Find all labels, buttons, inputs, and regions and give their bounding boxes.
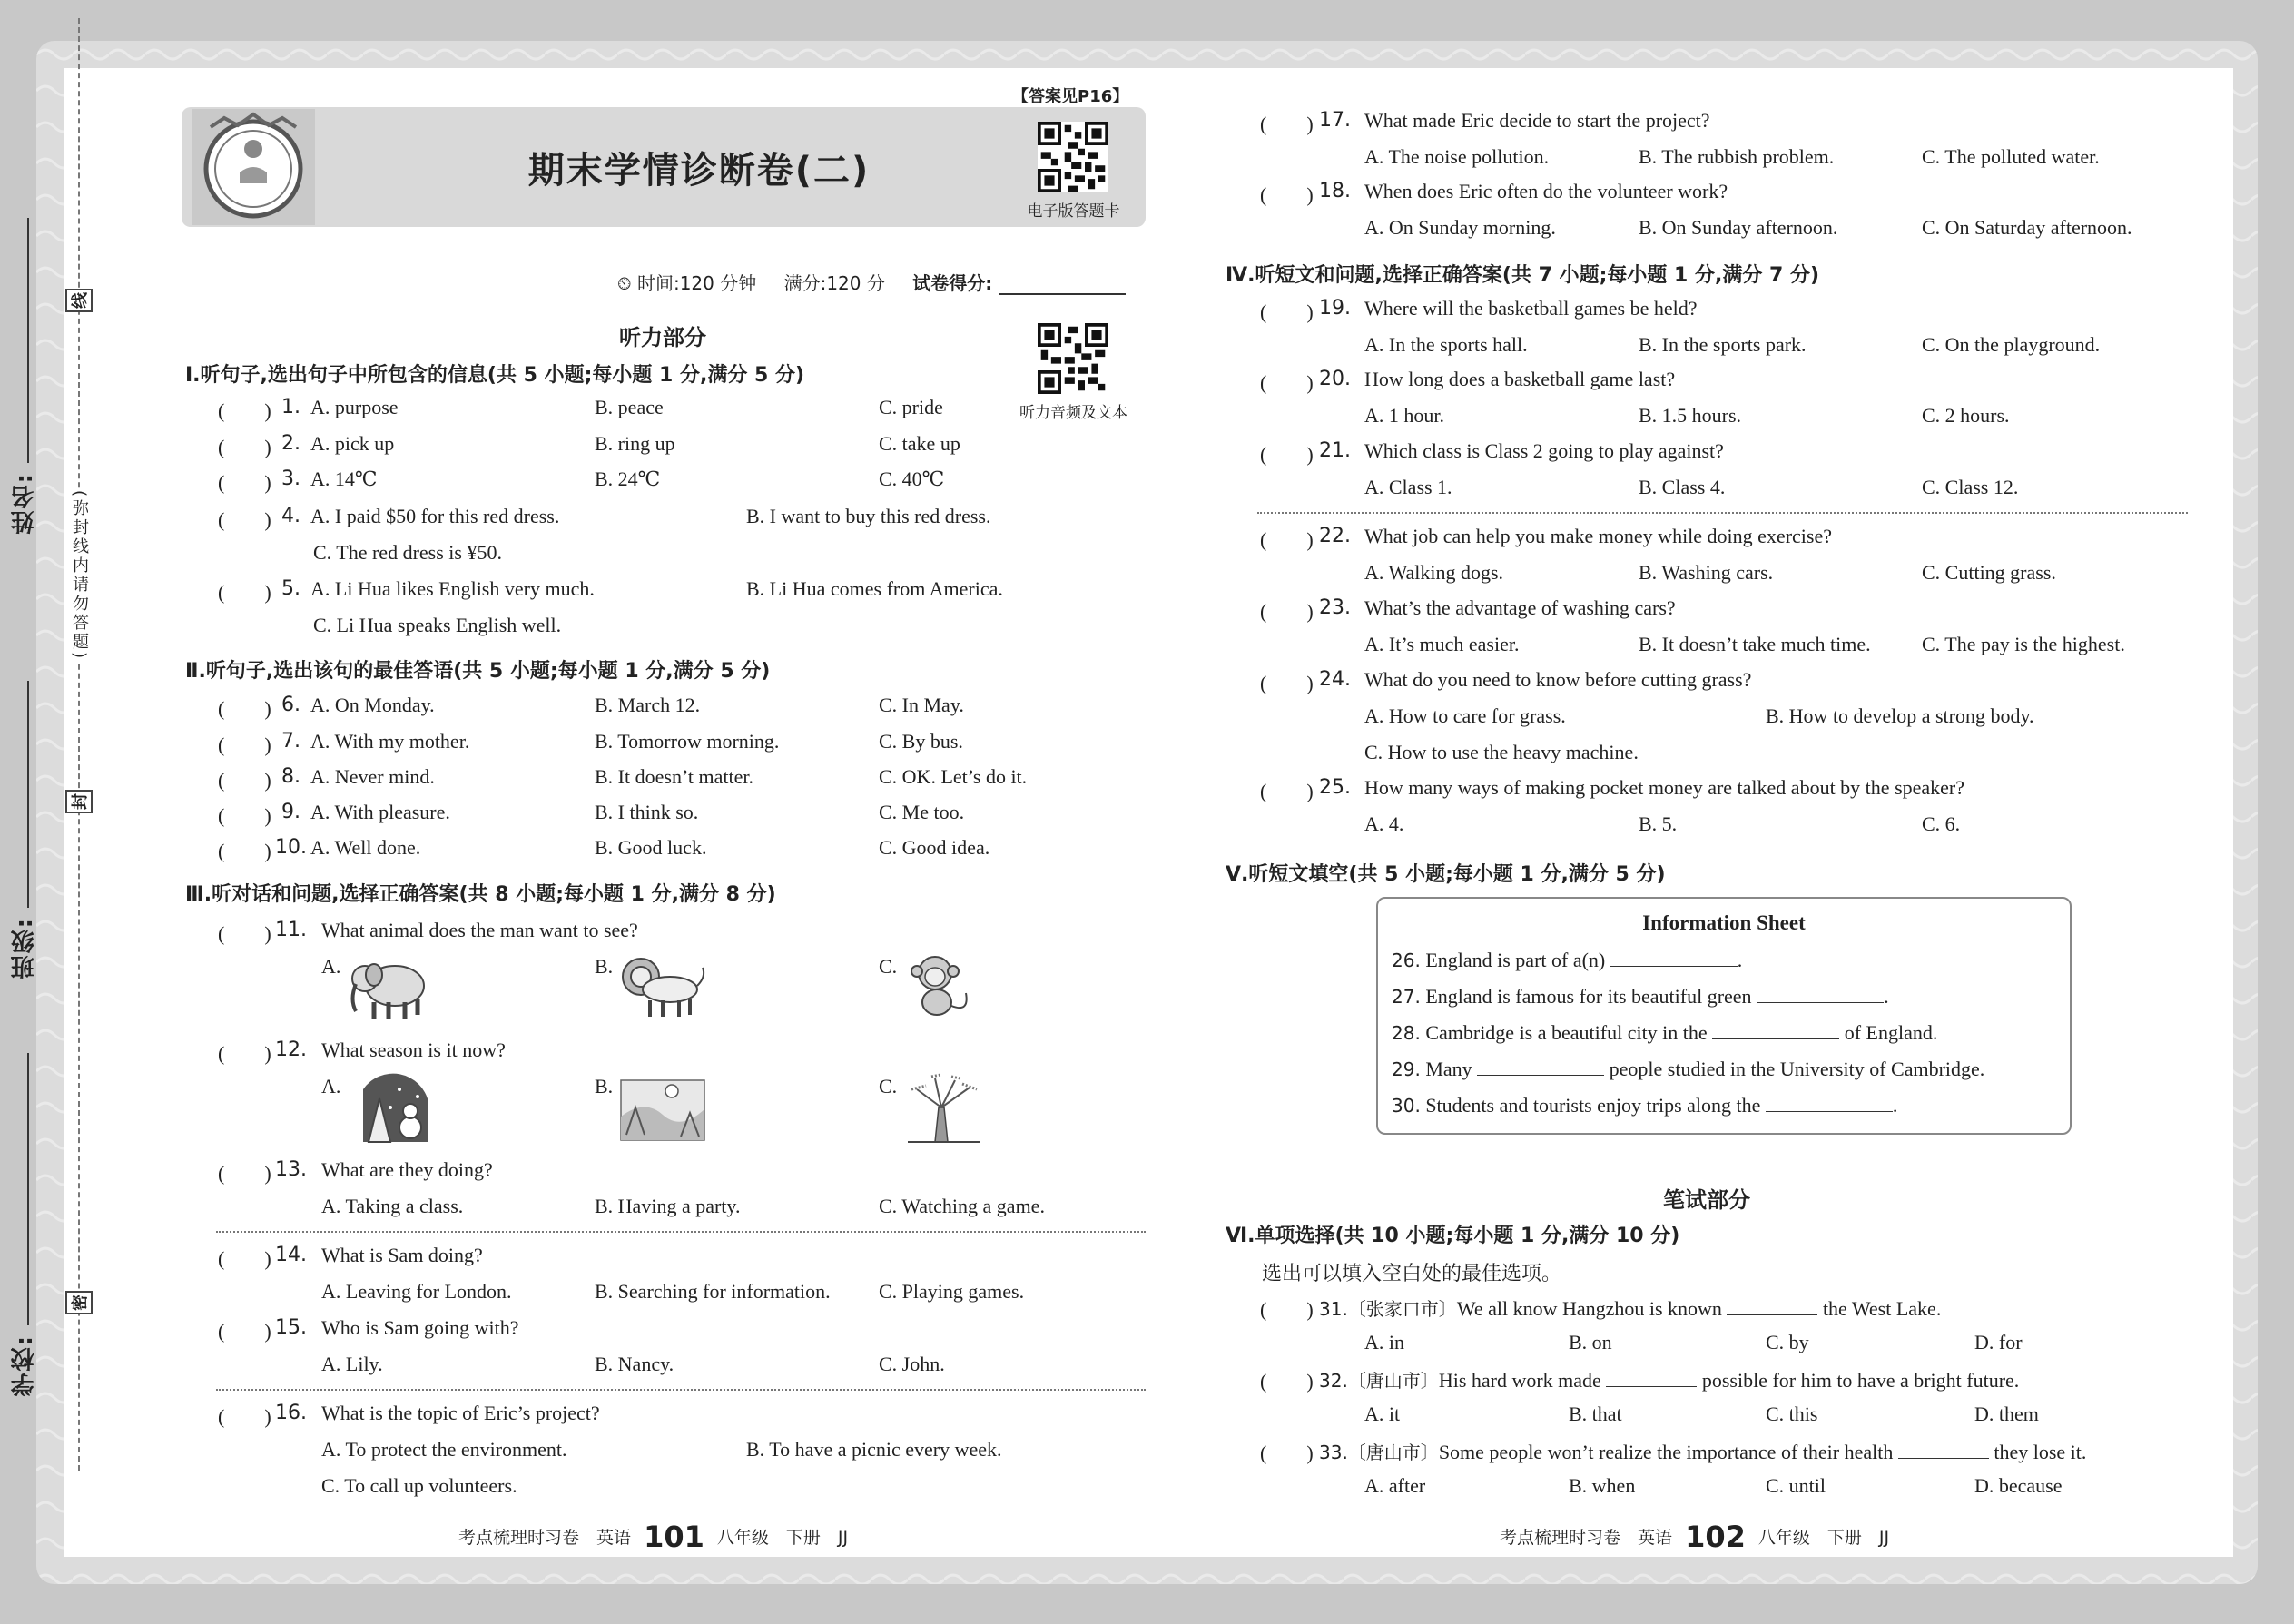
q4-option-c: C. The red dress is ¥50.	[313, 541, 502, 564]
q14-option-a: A. Leaving for London.	[321, 1280, 512, 1303]
footer-left-grade: 八年级 下册 JJ	[716, 1528, 849, 1548]
q15-option-a: A. Lily.	[321, 1353, 383, 1375]
footer-left-text: 考点梳理时习卷 英语	[458, 1528, 632, 1548]
answer-blank-22[interactable]: ( )	[1260, 528, 1314, 551]
q8-option-c: C. OK. Let’s do it.	[879, 765, 1028, 788]
q22-option-b: B. Washing cars.	[1639, 561, 1774, 584]
q23-option-a: A. It’s much easier.	[1364, 633, 1520, 655]
answer-blank-8[interactable]: ( )	[218, 769, 271, 792]
q13-option-a: A. Taking a class.	[321, 1195, 464, 1217]
q12-option-c: C.	[879, 1075, 898, 1097]
q31-option-a: A. in	[1364, 1331, 1404, 1353]
footer-right	[1500, 1520, 1889, 1554]
q8-number: 8.	[281, 765, 300, 788]
q22-number: 22.	[1319, 525, 1351, 547]
exam-meta	[617, 269, 1126, 295]
q16-option-b: B. To have a picnic every week.	[746, 1438, 1002, 1461]
q12-option-a: A.	[321, 1075, 341, 1097]
q4-number: 4.	[281, 505, 300, 527]
q24-number: 24.	[1319, 668, 1351, 691]
q15-option-c: C. John.	[879, 1353, 945, 1375]
q11-option-b: B.	[595, 955, 614, 978]
q2-option-a: A. pick up	[310, 432, 395, 455]
page-number-right: 102	[1685, 1520, 1746, 1554]
info-item-28	[1392, 1021, 1937, 1045]
class-field[interactable]	[27, 681, 29, 908]
qr-audio-icon[interactable]	[1038, 323, 1108, 394]
q31-option-d: D. for	[1974, 1331, 2023, 1353]
school-field[interactable]	[27, 1053, 29, 1325]
q14-text: What is Sam doing?	[321, 1244, 483, 1266]
q3-option-b: B. 24℃	[595, 468, 661, 490]
q32-stem: His hard work made	[1438, 1369, 1601, 1392]
q21-option-b: B. Class 4.	[1639, 476, 1726, 498]
q24-option-a: A. How to care for grass.	[1364, 704, 1566, 727]
q17-option-c: C. The polluted water.	[1922, 145, 2100, 168]
answer-blank-6[interactable]: ( )	[218, 697, 271, 720]
q17-number: 17.	[1319, 109, 1351, 132]
section-4-heading: Ⅳ.听短文和问题,选择正确答案(共 7 小题;每小题 1 分,满分 7 分)	[1226, 264, 1820, 287]
q3-number: 3.	[281, 468, 300, 490]
q13-option-c: C. Watching a game.	[879, 1195, 1045, 1217]
footer-right-grade: 八年级 下册 JJ	[1757, 1528, 1890, 1548]
q21-option-c: C. Class 12.	[1922, 476, 2019, 498]
q2-option-b: B. ring up	[595, 432, 675, 455]
divider-dotted	[216, 1231, 1146, 1233]
class-label: 班级:	[11, 917, 38, 979]
info-item-28-text: Cambridge is a beautiful city in the	[1425, 1021, 1708, 1044]
listening-heading: 听力部分	[619, 325, 706, 350]
q17-option-b: B. The rubbish problem.	[1639, 145, 1835, 168]
elephant-icon[interactable]	[345, 950, 436, 1022]
info-item-30-text: Students and tourists enjoy trips along the	[1425, 1094, 1761, 1117]
answer-blank-25[interactable]: ( )	[1260, 780, 1314, 802]
q18-number: 18.	[1319, 180, 1351, 202]
q25-text: How many ways of making pocket money are talked about by the speaker?	[1364, 776, 1965, 799]
q19-text: Where will the basketball games be held?	[1364, 297, 1698, 320]
answer-blank-21[interactable]: ( )	[1260, 443, 1314, 466]
q5-option-a: A. Li Hua likes English very much.	[310, 577, 595, 600]
info-item-27	[1392, 985, 1889, 1009]
seal-line-mark: 线	[65, 289, 93, 312]
q20-option-c: C. 2 hours.	[1922, 404, 2010, 427]
info-item-28-end: of England.	[1844, 1021, 1938, 1044]
q32-option-a: A. it	[1364, 1403, 1401, 1425]
monkey-icon[interactable]	[899, 950, 989, 1022]
q22-option-a: A. Walking dogs.	[1364, 561, 1504, 584]
section-3-heading: Ⅲ.听对话和问题,选择正确答案(共 8 小题;每小题 1 分,满分 8 分)	[185, 883, 776, 906]
q3-option-c: C. 40℃	[879, 468, 945, 490]
lion-icon[interactable]	[617, 950, 708, 1022]
q6-number: 6.	[281, 694, 300, 716]
answer-reference: 【答案见P16】	[1012, 87, 1129, 106]
q19-option-b: B. In the sports park.	[1639, 333, 1807, 356]
q16-text: What is the topic of Eric’s project?	[321, 1402, 600, 1424]
blank-29-field[interactable]	[1477, 1058, 1604, 1076]
qr-audio-label: 听力音频及文本	[1019, 404, 1127, 422]
q1-option-a: A. purpose	[310, 396, 399, 418]
binding-dashed-line	[78, 18, 80, 1471]
q33-text	[1319, 1438, 2086, 1464]
time-info: ⏲ 时间:120 分钟	[617, 272, 757, 294]
blank-26-field[interactable]	[1610, 949, 1738, 967]
divider-dotted	[1257, 512, 2188, 514]
q33-stem: Some people won’t realize the importance of their health	[1438, 1441, 1894, 1463]
answer-blank-2[interactable]: ( )	[218, 436, 271, 458]
q20-text: How long does a basketball game last?	[1364, 368, 1676, 390]
info-item-27-text: England is famous for its beautiful green	[1425, 985, 1752, 1008]
answer-blank-24[interactable]: ( )	[1260, 672, 1314, 694]
q11-text: What animal does the man want to see?	[321, 919, 638, 941]
blank-28-field[interactable]	[1712, 1021, 1839, 1039]
q25-option-b: B. 5.	[1639, 812, 1678, 835]
q18-option-a: A. On Sunday morning.	[1364, 216, 1556, 239]
q16-option-a: A. To protect the environment.	[321, 1438, 567, 1461]
seal-secret-mark: 密	[65, 1291, 93, 1314]
q31-option-b: B. on	[1569, 1331, 1612, 1353]
info-item-27-number: 27.	[1392, 986, 1421, 1008]
q12-number: 12.	[275, 1038, 307, 1061]
answer-blank-13[interactable]: ( )	[218, 1162, 271, 1185]
q24-option-b: B. How to develop a strong body.	[1766, 704, 2034, 727]
q23-option-c: C. The pay is the highest.	[1922, 633, 2125, 655]
q33-source-tag: 〔唐山市〕	[1347, 1442, 1439, 1463]
info-item-29	[1392, 1058, 1984, 1081]
blank-27-field[interactable]	[1757, 985, 1884, 1003]
q13-number: 13.	[275, 1158, 307, 1181]
q12-option-b: B.	[595, 1075, 614, 1097]
answer-blank-14[interactable]: ( )	[218, 1247, 271, 1270]
answer-blank-32[interactable]: ( )	[1260, 1370, 1314, 1393]
answer-blank-33[interactable]: ( )	[1260, 1442, 1314, 1464]
answer-blank-16[interactable]: ( )	[218, 1405, 271, 1428]
info-item-27-end: .	[1884, 985, 1889, 1008]
q16-option-c: C. To call up volunteers.	[321, 1474, 517, 1497]
q18-option-b: B. On Sunday afternoon.	[1639, 216, 1838, 239]
info-item-29-number: 29.	[1392, 1058, 1421, 1080]
section-5-heading: Ⅴ.听短文填空(共 5 小题;每小题 1 分,满分 5 分)	[1226, 863, 1666, 886]
q15-option-b: B. Nancy.	[595, 1353, 674, 1375]
q9-option-a: A. With pleasure.	[310, 801, 450, 823]
info-item-29-end: people studied in the University of Cambridge.	[1609, 1058, 1985, 1080]
q12-text: What season is it now?	[321, 1038, 506, 1061]
q18-text: When does Eric often do the volunteer work?	[1364, 180, 1728, 202]
q17-option-a: A. The noise pollution.	[1364, 145, 1550, 168]
publisher-logo-icon	[192, 109, 315, 225]
paper-score-label: 试卷得分:	[912, 272, 993, 294]
q32-option-c: C. this	[1766, 1403, 1818, 1425]
q6-option-a: A. On Monday.	[310, 694, 435, 716]
q32-text	[1319, 1366, 2019, 1393]
answer-blank-12[interactable]: ( )	[218, 1042, 271, 1065]
writing-heading: 笔试部分	[1663, 1187, 1750, 1213]
q31-text	[1319, 1294, 1941, 1321]
full-score-info: 满分:120 分	[783, 272, 885, 294]
q32-option-d: D. them	[1974, 1403, 2039, 1425]
q4-option-b: B. I want to buy this red dress.	[746, 505, 991, 527]
q24-text: What do you need to know before cutting grass?	[1364, 668, 1752, 691]
q33-option-c: C. until	[1766, 1474, 1826, 1497]
q7-option-a: A. With my mother.	[310, 730, 470, 753]
info-item-26	[1392, 949, 1742, 972]
q10-option-b: B. Good luck.	[595, 836, 707, 859]
q1-number: 1.	[281, 396, 300, 418]
section-1-heading: Ⅰ.听句子,选出句子中所包含的信息(共 5 小题;每小题 1 分,满分 5 分)	[185, 364, 805, 387]
q33-number: 33.	[1319, 1442, 1348, 1463]
winter-scene-icon[interactable]	[345, 1071, 436, 1144]
q33-stem-end: they lose it.	[1994, 1441, 2087, 1463]
q5-option-c: C. Li Hua speaks English well.	[313, 614, 562, 636]
q33-blank-field[interactable]	[1898, 1441, 1989, 1459]
q6-option-b: B. March 12.	[595, 694, 701, 716]
q11-option-a: A.	[321, 955, 341, 978]
q22-option-c: C. Cutting grass.	[1922, 561, 2056, 584]
answer-blank-9[interactable]: ( )	[218, 804, 271, 827]
info-item-26-end: .	[1737, 949, 1743, 971]
q9-number: 9.	[281, 801, 300, 823]
q33-option-b: B. when	[1569, 1474, 1636, 1497]
q10-option-c: C. Good idea.	[879, 836, 990, 859]
q19-number: 19.	[1319, 297, 1351, 320]
information-sheet-title: Information Sheet	[1642, 911, 1806, 934]
q32-number: 32.	[1319, 1370, 1348, 1392]
answer-blank-7[interactable]: ( )	[218, 733, 271, 756]
name-label: 姓名:	[11, 472, 38, 535]
q24-option-c: C. How to use the heavy machine.	[1364, 741, 1639, 763]
answer-blank-20[interactable]: ( )	[1260, 371, 1314, 394]
q21-text: Which class is Class 2 going to play against?	[1364, 439, 1724, 462]
q21-number: 21.	[1319, 439, 1351, 462]
q13-text: What are they doing?	[321, 1158, 493, 1181]
seal-seal-mark: 封	[65, 790, 93, 813]
q31-blank-field[interactable]	[1727, 1297, 1817, 1315]
answer-blank-11[interactable]: ( )	[218, 922, 271, 945]
q1-option-c: C. pride	[879, 396, 943, 418]
q2-option-c: C. take up	[879, 432, 960, 455]
q25-number: 25.	[1319, 776, 1351, 799]
q2-number: 2.	[281, 432, 300, 455]
q10-number: 10.	[275, 836, 307, 859]
q19-option-a: A. In the sports hall.	[1364, 333, 1528, 356]
q11-number: 11.	[275, 919, 307, 941]
q5-option-b: B. Li Hua comes from America.	[746, 577, 1003, 600]
info-item-26-number: 26.	[1392, 950, 1421, 971]
info-item-30-end: .	[1892, 1094, 1898, 1117]
qr-code-icon[interactable]	[1038, 122, 1108, 192]
q20-number: 20.	[1319, 368, 1351, 390]
info-item-30	[1392, 1094, 1897, 1117]
q20-option-b: B. 1.5 hours.	[1639, 404, 1742, 427]
q14-option-c: C. Playing games.	[879, 1280, 1025, 1303]
qr-answer-card-label: 电子版答题卡	[1027, 202, 1120, 221]
q23-number: 23.	[1319, 596, 1351, 619]
tree-scene-icon[interactable]	[899, 1071, 989, 1144]
answer-blank-18[interactable]: ( )	[1260, 183, 1314, 206]
school-label: 学校:	[11, 1334, 38, 1397]
q14-option-b: B. Searching for information.	[595, 1280, 831, 1303]
q3-option-a: A. 14℃	[310, 468, 378, 490]
answer-blank-17[interactable]: ( )	[1260, 113, 1314, 135]
q31-number: 31.	[1319, 1298, 1348, 1320]
q33-option-d: D. because	[1974, 1474, 2063, 1497]
answer-blank-23[interactable]: ( )	[1260, 600, 1314, 623]
q20-option-a: A. 1 hour.	[1364, 404, 1444, 427]
answer-blank-4[interactable]: ( )	[218, 508, 271, 531]
seal-note: (弥封线内请勿答题)	[65, 490, 93, 661]
q5-number: 5.	[281, 577, 300, 600]
q15-text: Who is Sam going with?	[321, 1316, 519, 1339]
q8-option-a: A. Never mind.	[310, 765, 435, 788]
answer-blank-19[interactable]: ( )	[1260, 300, 1314, 323]
answer-blank-1[interactable]: ( )	[218, 399, 271, 422]
q32-stem-end: possible for him to have a bright future.	[1701, 1369, 2020, 1392]
name-field[interactable]	[27, 218, 29, 463]
q7-option-c: C. By bus.	[879, 730, 963, 753]
q31-stem: We all know Hangzhou is known	[1456, 1297, 1722, 1320]
paper-score-field[interactable]	[999, 275, 1126, 295]
q23-option-b: B. It doesn’t take much time.	[1639, 633, 1871, 655]
q9-option-b: B. I think so.	[595, 801, 699, 823]
q25-option-c: C. 6.	[1922, 812, 1961, 835]
q32-option-b: B. that	[1569, 1403, 1622, 1425]
info-item-26-text: England is part of a(n)	[1425, 949, 1606, 971]
q22-text: What job can help you make money while doing exercise?	[1364, 525, 1832, 547]
blank-30-field[interactable]	[1766, 1094, 1893, 1112]
q33-option-a: A. after	[1364, 1474, 1426, 1497]
q6-option-c: C. In May.	[879, 694, 964, 716]
q32-blank-field[interactable]	[1606, 1369, 1697, 1387]
q1-option-b: B. peace	[595, 396, 664, 418]
q23-text: What’s the advantage of washing cars?	[1364, 596, 1676, 619]
answer-blank-31[interactable]: ( )	[1260, 1298, 1314, 1321]
page-number-left: 101	[644, 1520, 704, 1554]
info-item-30-number: 30.	[1392, 1095, 1421, 1117]
q11-option-c: C.	[879, 955, 898, 978]
q8-option-b: B. It doesn’t matter.	[595, 765, 753, 788]
answer-blank-3[interactable]: ( )	[218, 471, 271, 494]
divider-dotted	[216, 1389, 1146, 1391]
q17-text: What made Eric decide to start the project?	[1364, 109, 1710, 132]
answer-blank-5[interactable]: ( )	[218, 581, 271, 604]
q7-option-b: B. Tomorrow morning.	[595, 730, 780, 753]
q15-number: 15.	[275, 1316, 307, 1339]
q10-option-a: A. Well done.	[310, 836, 421, 859]
q14-number: 14.	[275, 1244, 307, 1266]
q9-option-c: C. Me too.	[879, 801, 965, 823]
q19-option-c: C. On the playground.	[1922, 333, 2101, 356]
section-2-heading: Ⅱ.听句子,选出该句的最佳答语(共 5 小题;每小题 1 分,满分 5 分)	[185, 660, 771, 683]
answer-blank-10[interactable]: ( )	[218, 840, 271, 862]
answer-blank-15[interactable]: ( )	[218, 1320, 271, 1343]
section-6-instruction: 选出可以填入空白处的最佳选项。	[1262, 1263, 1562, 1285]
section-6-heading: Ⅵ.单项选择(共 10 小题;每小题 1 分,满分 10 分)	[1226, 1225, 1680, 1247]
footer-left	[458, 1520, 848, 1554]
q18-option-c: C. On Saturday afternoon.	[1922, 216, 2132, 239]
q21-option-a: A. Class 1.	[1364, 476, 1452, 498]
info-item-29-text: Many	[1425, 1058, 1472, 1080]
page-title: 期末学情诊断卷(二)	[527, 150, 871, 192]
q16-number: 16.	[275, 1402, 307, 1424]
q7-number: 7.	[281, 730, 300, 753]
footer-right-text: 考点梳理时习卷 英语	[1500, 1528, 1673, 1548]
q4-option-a: A. I paid $50 for this red dress.	[310, 505, 560, 527]
q31-stem-end: the West Lake.	[1822, 1297, 1942, 1320]
q32-source-tag: 〔唐山市〕	[1347, 1370, 1439, 1392]
q31-source-tag: 〔张家口市〕	[1347, 1298, 1457, 1320]
q25-option-a: A. 4.	[1364, 812, 1404, 835]
info-item-28-number: 28.	[1392, 1022, 1421, 1044]
q13-option-b: B. Having a party.	[595, 1195, 741, 1217]
q31-option-c: C. by	[1766, 1331, 1809, 1353]
autumn-scene-icon[interactable]	[617, 1071, 708, 1144]
